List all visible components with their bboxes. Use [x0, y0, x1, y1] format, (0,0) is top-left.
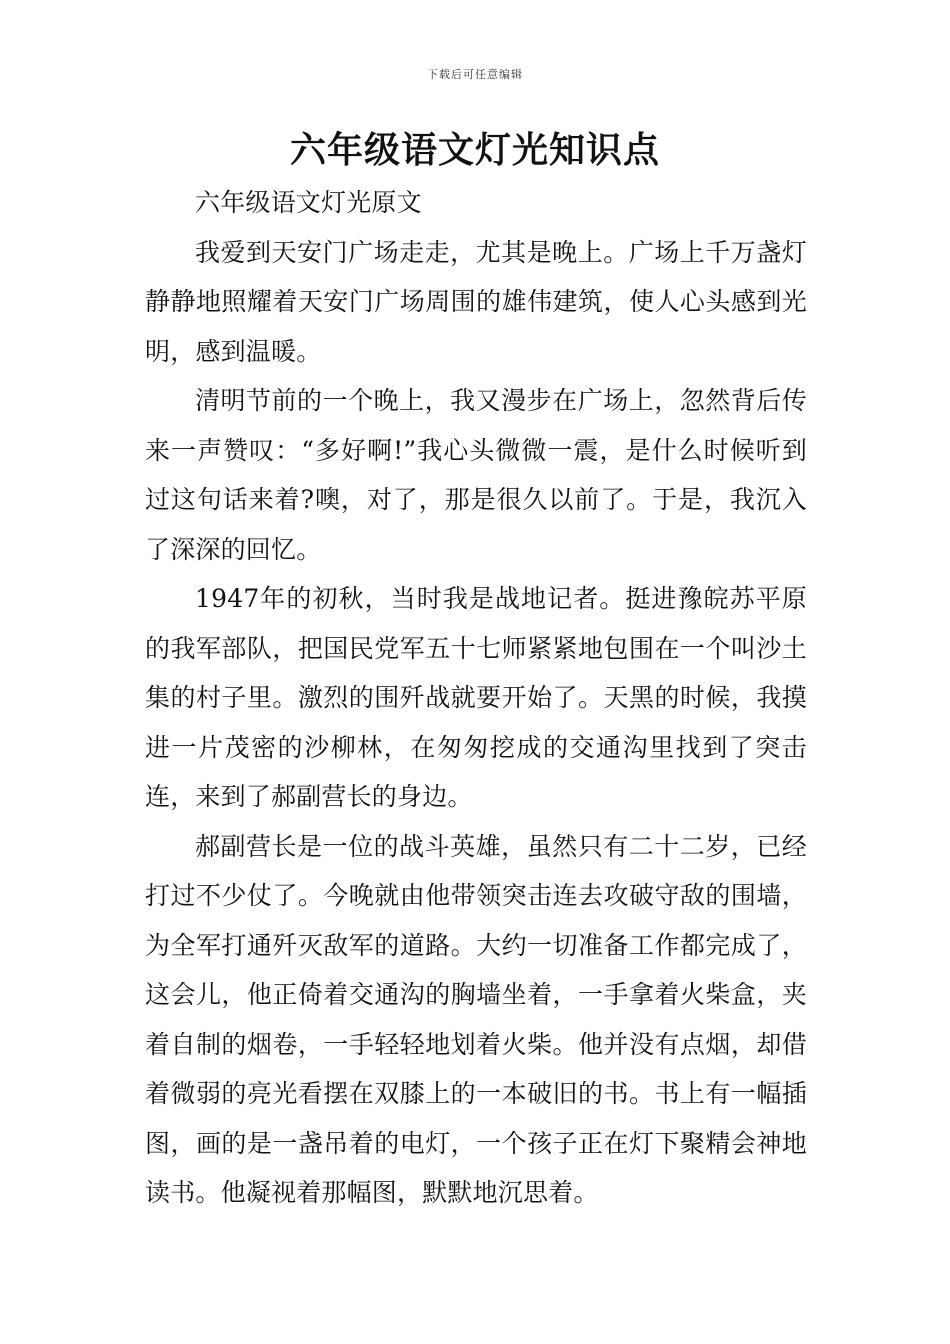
body-paragraph: 清明节前的一个晚上，我又漫步在广场上，忽然背后传来一声赞叹：“多好啊!”我心头微微一震，是什么时候听到过这句话来着?噢，对了，那是很久以前了。于是，我沉入了深深的回忆。 — [145, 386, 807, 564]
body-paragraph: 郝副营长是一位的战斗英雄，虽然只有二十二岁，已经打过不少仗了。今晚就由他带领突击连去攻破守敌的围墙，为全军打通歼灭敌军的道路。大约一切准备工作都完成了，这会儿，他正倚着交通沟的胸墙坐着，一手拿着火柴盒，夹着自制的烟卷，一手轻轻地划着火柴。他并没有点烟，却借着微弱的亮光看摆在双膝上的一本破旧的书。书上有一幅插图，画的是一盏吊着的电灯，一个孩子正在灯下聚精会神地读书。他凝视着那幅图，默默地沉思着。 — [145, 831, 807, 1207]
subtitle-paragraph: 六年级语文灯光原文 — [195, 188, 422, 217]
document-title: 六年级语文灯光知识点 — [289, 129, 660, 171]
document-body — [145, 178, 807, 1218]
body-paragraph: 1947年的初秋，当时我是战地记者。挺进豫皖苏平原的我军部队，把国民党军五十七师紧紧地包围在一个叫沙土集的村子里。激烈的围歼战就要开始了。天黑的时候，我摸进一片茂密的沙柳林，在匆匆挖成的交通沟里找到了突击连，来到了郝副营长的身边。 — [145, 584, 807, 811]
header-note: 下载后可任意编辑 — [427, 68, 523, 81]
body-paragraph: 我爱到天安门广场走走，尤其是晚上。广场上千万盏灯静静地照耀着天安门广场周围的雄伟建筑，使人心头感到光明，感到温暖。 — [145, 237, 807, 366]
